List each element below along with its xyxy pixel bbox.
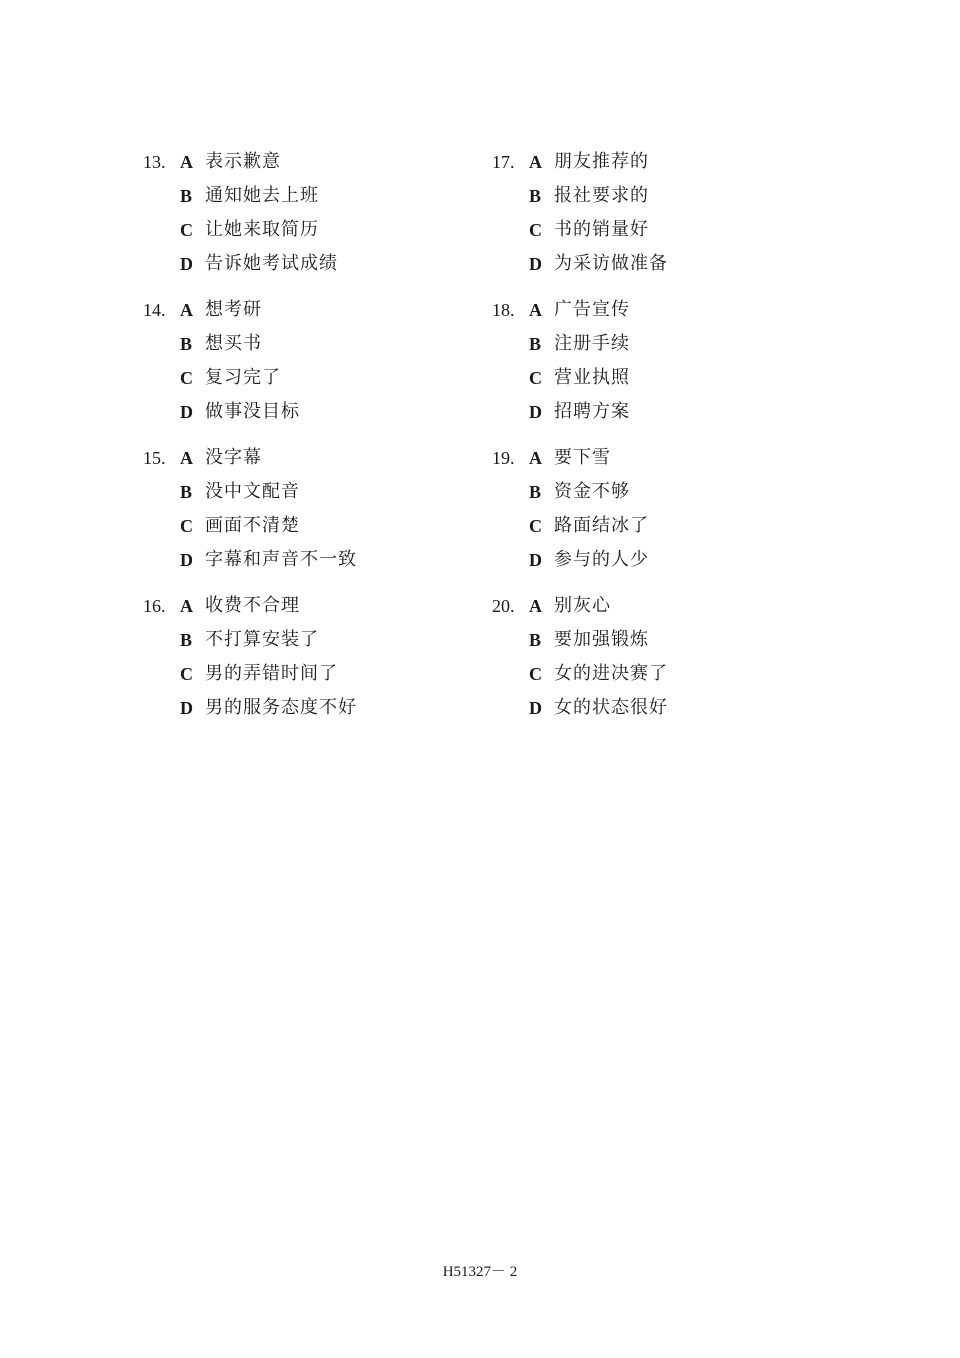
option-row-d bbox=[143, 398, 503, 432]
question-number: 15. bbox=[143, 448, 166, 468]
option-row-b bbox=[492, 626, 852, 660]
option-letter: A bbox=[180, 300, 193, 320]
option-letter: B bbox=[180, 630, 193, 650]
option-row-a bbox=[492, 592, 852, 626]
option-text: 女的进决赛了 bbox=[554, 663, 668, 684]
option-letter: C bbox=[529, 664, 542, 684]
option-text: 收费不合理 bbox=[205, 595, 300, 616]
question-18 bbox=[492, 296, 852, 444]
question-number: 16. bbox=[143, 596, 166, 616]
question-number: 14. bbox=[143, 300, 166, 320]
option-text: 要加强锻炼 bbox=[554, 629, 649, 650]
option-letter: B bbox=[529, 482, 542, 502]
option-text: 参与的人少 bbox=[554, 549, 649, 570]
option-letter: B bbox=[180, 186, 193, 206]
page-label: H51327－ 2 bbox=[442, 1264, 518, 1280]
option-text: 想买书 bbox=[205, 333, 262, 354]
option-letter: C bbox=[529, 220, 542, 240]
option-text: 画面不清楚 bbox=[205, 515, 300, 536]
question-number: 17. bbox=[492, 152, 515, 172]
option-text: 注册手续 bbox=[554, 333, 630, 354]
option-text: 复习完了 bbox=[205, 367, 281, 388]
option-text: 没字幕 bbox=[205, 447, 262, 468]
option-text: 别灰心 bbox=[554, 595, 611, 616]
question-number: 19. bbox=[492, 448, 515, 468]
option-letter: B bbox=[180, 482, 193, 502]
question-13 bbox=[143, 148, 503, 296]
option-row-b bbox=[492, 330, 852, 364]
option-letter: D bbox=[529, 550, 542, 570]
option-letter: D bbox=[180, 402, 193, 422]
option-text: 告诉她考试成绩 bbox=[205, 253, 338, 274]
option-row-b bbox=[492, 478, 852, 512]
option-letter: A bbox=[529, 596, 542, 616]
option-text: 想考研 bbox=[205, 299, 262, 320]
option-text: 路面结冰了 bbox=[554, 515, 649, 536]
option-row-d bbox=[492, 250, 852, 284]
option-text: 字幕和声音不一致 bbox=[205, 549, 357, 570]
option-row-c bbox=[492, 364, 852, 398]
option-text: 朋友推荐的 bbox=[554, 151, 649, 172]
option-row-d bbox=[492, 398, 852, 432]
option-letter: A bbox=[529, 300, 542, 320]
option-text: 营业执照 bbox=[554, 367, 630, 388]
option-row-c bbox=[143, 512, 503, 546]
option-row-c bbox=[492, 660, 852, 694]
option-row-b bbox=[143, 478, 503, 512]
option-row-d bbox=[492, 694, 852, 728]
option-row-a bbox=[492, 296, 852, 330]
option-text: 通知她去上班 bbox=[205, 185, 319, 206]
option-letter: D bbox=[529, 698, 542, 718]
option-row-d bbox=[143, 694, 503, 728]
option-letter: B bbox=[529, 186, 542, 206]
right-question-column bbox=[492, 148, 852, 740]
option-row-b bbox=[143, 182, 503, 216]
option-letter: B bbox=[180, 334, 193, 354]
question-number: 18. bbox=[492, 300, 515, 320]
option-letter: C bbox=[529, 368, 542, 388]
option-row-c bbox=[143, 216, 503, 250]
option-text: 表示歉意 bbox=[205, 151, 281, 172]
option-row-d bbox=[492, 546, 852, 580]
option-text: 男的弄错时间了 bbox=[205, 663, 338, 684]
option-row-a bbox=[492, 444, 852, 478]
option-row-a bbox=[143, 148, 503, 182]
option-letter: A bbox=[529, 448, 542, 468]
option-row-c bbox=[143, 364, 503, 398]
option-row-a bbox=[143, 592, 503, 626]
option-text: 为采访做准备 bbox=[554, 253, 668, 274]
option-text: 招聘方案 bbox=[554, 401, 630, 422]
option-letter: D bbox=[180, 254, 193, 274]
left-question-column bbox=[143, 148, 503, 740]
option-letter: A bbox=[180, 448, 193, 468]
option-row-c bbox=[143, 660, 503, 694]
option-row-a bbox=[143, 444, 503, 478]
question-14 bbox=[143, 296, 503, 444]
option-letter: B bbox=[529, 334, 542, 354]
option-text: 让她来取简历 bbox=[205, 219, 319, 240]
option-row-d bbox=[143, 546, 503, 580]
option-text: 不打算安装了 bbox=[205, 629, 319, 650]
option-text: 报社要求的 bbox=[554, 185, 649, 206]
option-text: 做事没目标 bbox=[205, 401, 300, 422]
question-number: 20. bbox=[492, 596, 515, 616]
option-letter: C bbox=[180, 516, 193, 536]
option-letter: C bbox=[180, 368, 193, 388]
page-footer bbox=[0, 1260, 960, 1281]
option-row-c bbox=[492, 216, 852, 250]
option-letter: A bbox=[529, 152, 542, 172]
option-letter: C bbox=[180, 664, 193, 684]
option-row-a bbox=[143, 296, 503, 330]
option-text: 广告宣传 bbox=[554, 299, 630, 320]
option-text: 没中文配音 bbox=[205, 481, 300, 502]
option-text: 要下雪 bbox=[554, 447, 611, 468]
option-text: 书的销量好 bbox=[554, 219, 649, 240]
option-row-d bbox=[143, 250, 503, 284]
option-letter: C bbox=[529, 516, 542, 536]
question-19 bbox=[492, 444, 852, 592]
option-letter: A bbox=[180, 596, 193, 616]
option-text: 资金不够 bbox=[554, 481, 630, 502]
option-row-b bbox=[143, 626, 503, 660]
question-number: 13. bbox=[143, 152, 166, 172]
option-letter: D bbox=[529, 402, 542, 422]
question-17 bbox=[492, 148, 852, 296]
option-row-b bbox=[492, 182, 852, 216]
option-row-a bbox=[492, 148, 852, 182]
option-row-b bbox=[143, 330, 503, 364]
option-letter: D bbox=[180, 550, 193, 570]
question-20 bbox=[492, 592, 852, 740]
option-letter: D bbox=[180, 698, 193, 718]
option-letter: B bbox=[529, 630, 542, 650]
question-15 bbox=[143, 444, 503, 592]
option-letter: C bbox=[180, 220, 193, 240]
option-letter: D bbox=[529, 254, 542, 274]
question-16 bbox=[143, 592, 503, 740]
option-text: 女的状态很好 bbox=[554, 697, 668, 718]
option-letter: A bbox=[180, 152, 193, 172]
option-row-c bbox=[492, 512, 852, 546]
option-text: 男的服务态度不好 bbox=[205, 697, 357, 718]
